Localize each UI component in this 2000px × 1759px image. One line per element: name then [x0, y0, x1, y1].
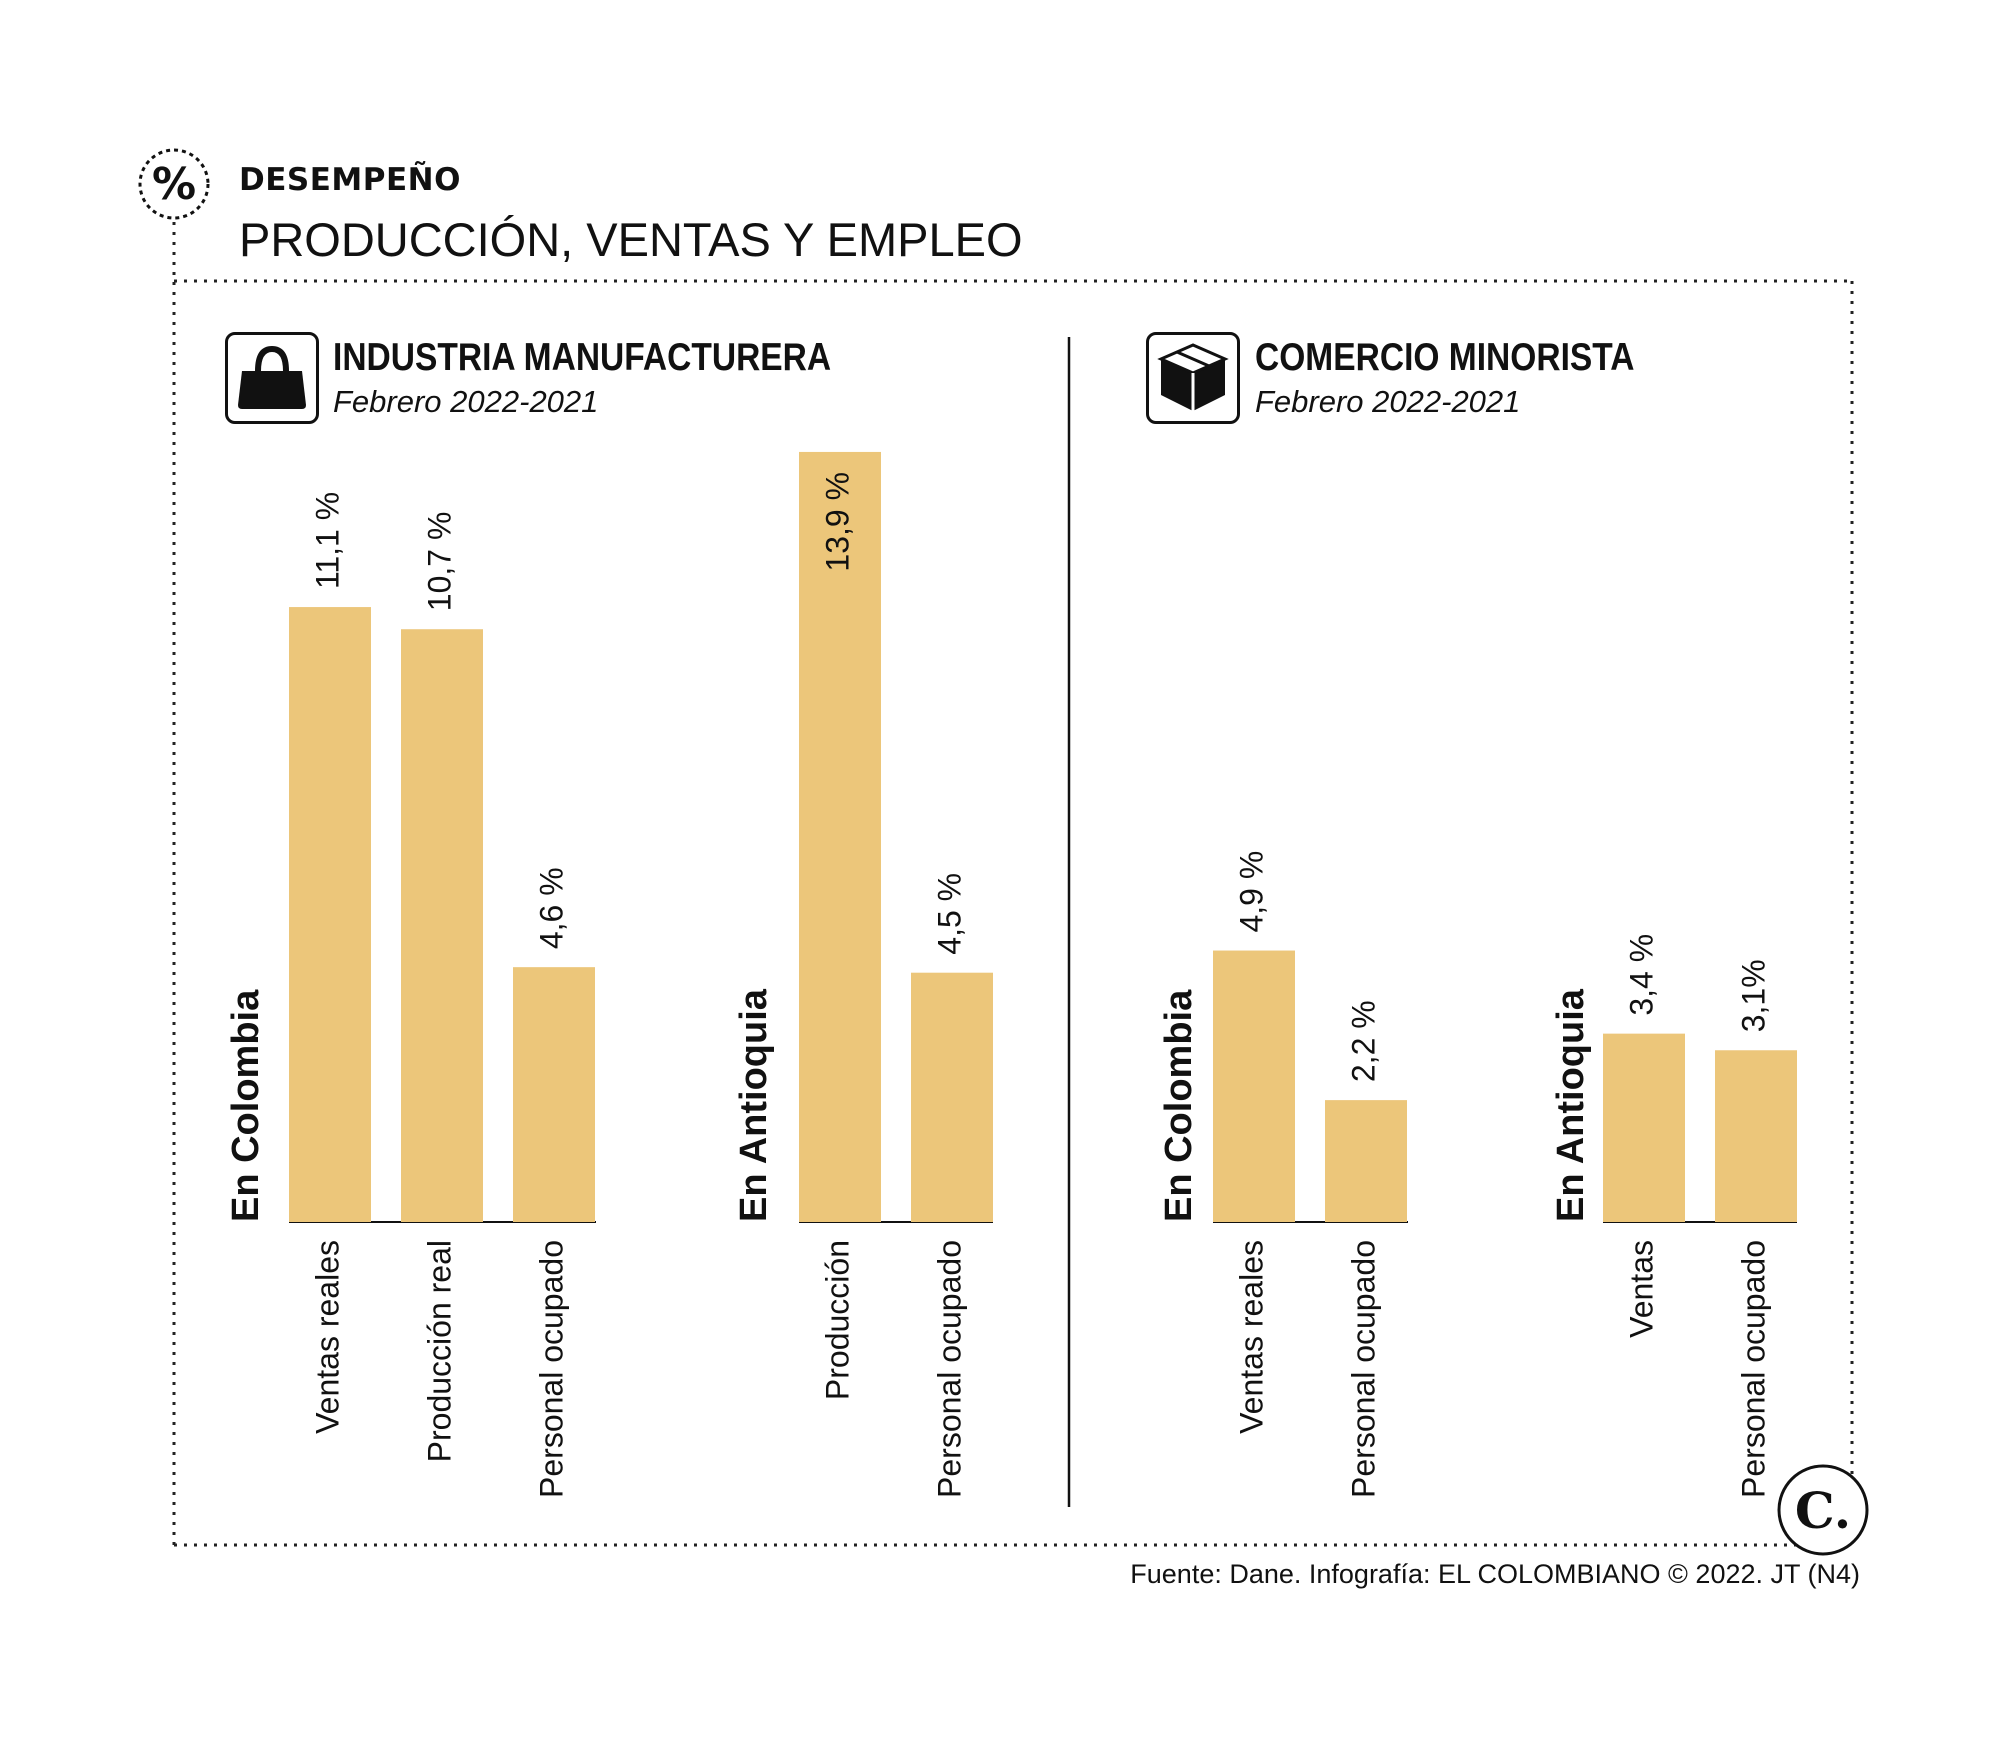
- value-label: 3,4 %: [1623, 933, 1660, 1016]
- bar: [513, 967, 595, 1222]
- value-label: 13,9 %: [819, 471, 856, 572]
- page-title: PRODUCCIÓN, VENTAS Y EMPLEO: [239, 213, 1023, 266]
- value-label: 10,7 %: [421, 511, 458, 612]
- section-title-retail: COMERCIO MINORISTA: [1255, 336, 1635, 379]
- group-label: En Colombia: [225, 989, 268, 1222]
- value-label: 4,5 %: [931, 872, 968, 955]
- value-label: 11,1 %: [309, 491, 346, 590]
- category-label: Producción: [819, 1240, 856, 1401]
- value-label: 3,1%: [1735, 959, 1772, 1033]
- svg-text:%: %: [151, 159, 197, 210]
- bar: [289, 607, 371, 1222]
- category-label: Ventas: [1623, 1240, 1660, 1338]
- source-credit: Fuente: Dane. Infografía: EL COLOMBIANO © 2022. JT (N4): [1130, 1559, 1860, 1589]
- bar: [1715, 1050, 1797, 1222]
- category-label: Producción real: [421, 1240, 458, 1463]
- group-label: En Antioquia: [1550, 989, 1593, 1222]
- section-subtitle-manufacturing: Febrero 2022-2021: [333, 384, 599, 419]
- category-label: Personal ocupado: [533, 1240, 570, 1498]
- category-label: Ventas reales: [1233, 1240, 1270, 1434]
- category-label: Ventas reales: [309, 1240, 346, 1434]
- group-label: En Colombia: [1158, 989, 1201, 1222]
- section-title-manufacturing: INDUSTRIA MANUFACTURERA: [333, 336, 832, 379]
- header-kicker: DESEMPEÑO: [239, 162, 461, 198]
- el-colombiano-logo: [1775, 1462, 1871, 1558]
- bar: [1213, 951, 1295, 1222]
- bar: [401, 629, 483, 1222]
- logo-letter: C.: [1794, 1481, 1852, 1540]
- category-label: Personal ocupado: [1345, 1240, 1382, 1498]
- bar: [1603, 1034, 1685, 1222]
- value-label: 2,2 %: [1345, 1000, 1382, 1083]
- category-label: Personal ocupado: [1735, 1240, 1772, 1498]
- bar: [911, 973, 993, 1222]
- section-subtitle-retail: Febrero 2022-2021: [1255, 384, 1521, 419]
- value-label: 4,9 %: [1233, 850, 1270, 933]
- category-label: Personal ocupado: [931, 1240, 968, 1498]
- bar: [1325, 1100, 1407, 1222]
- group-label: En Antioquia: [733, 989, 776, 1222]
- value-label: 4,6 %: [533, 867, 570, 950]
